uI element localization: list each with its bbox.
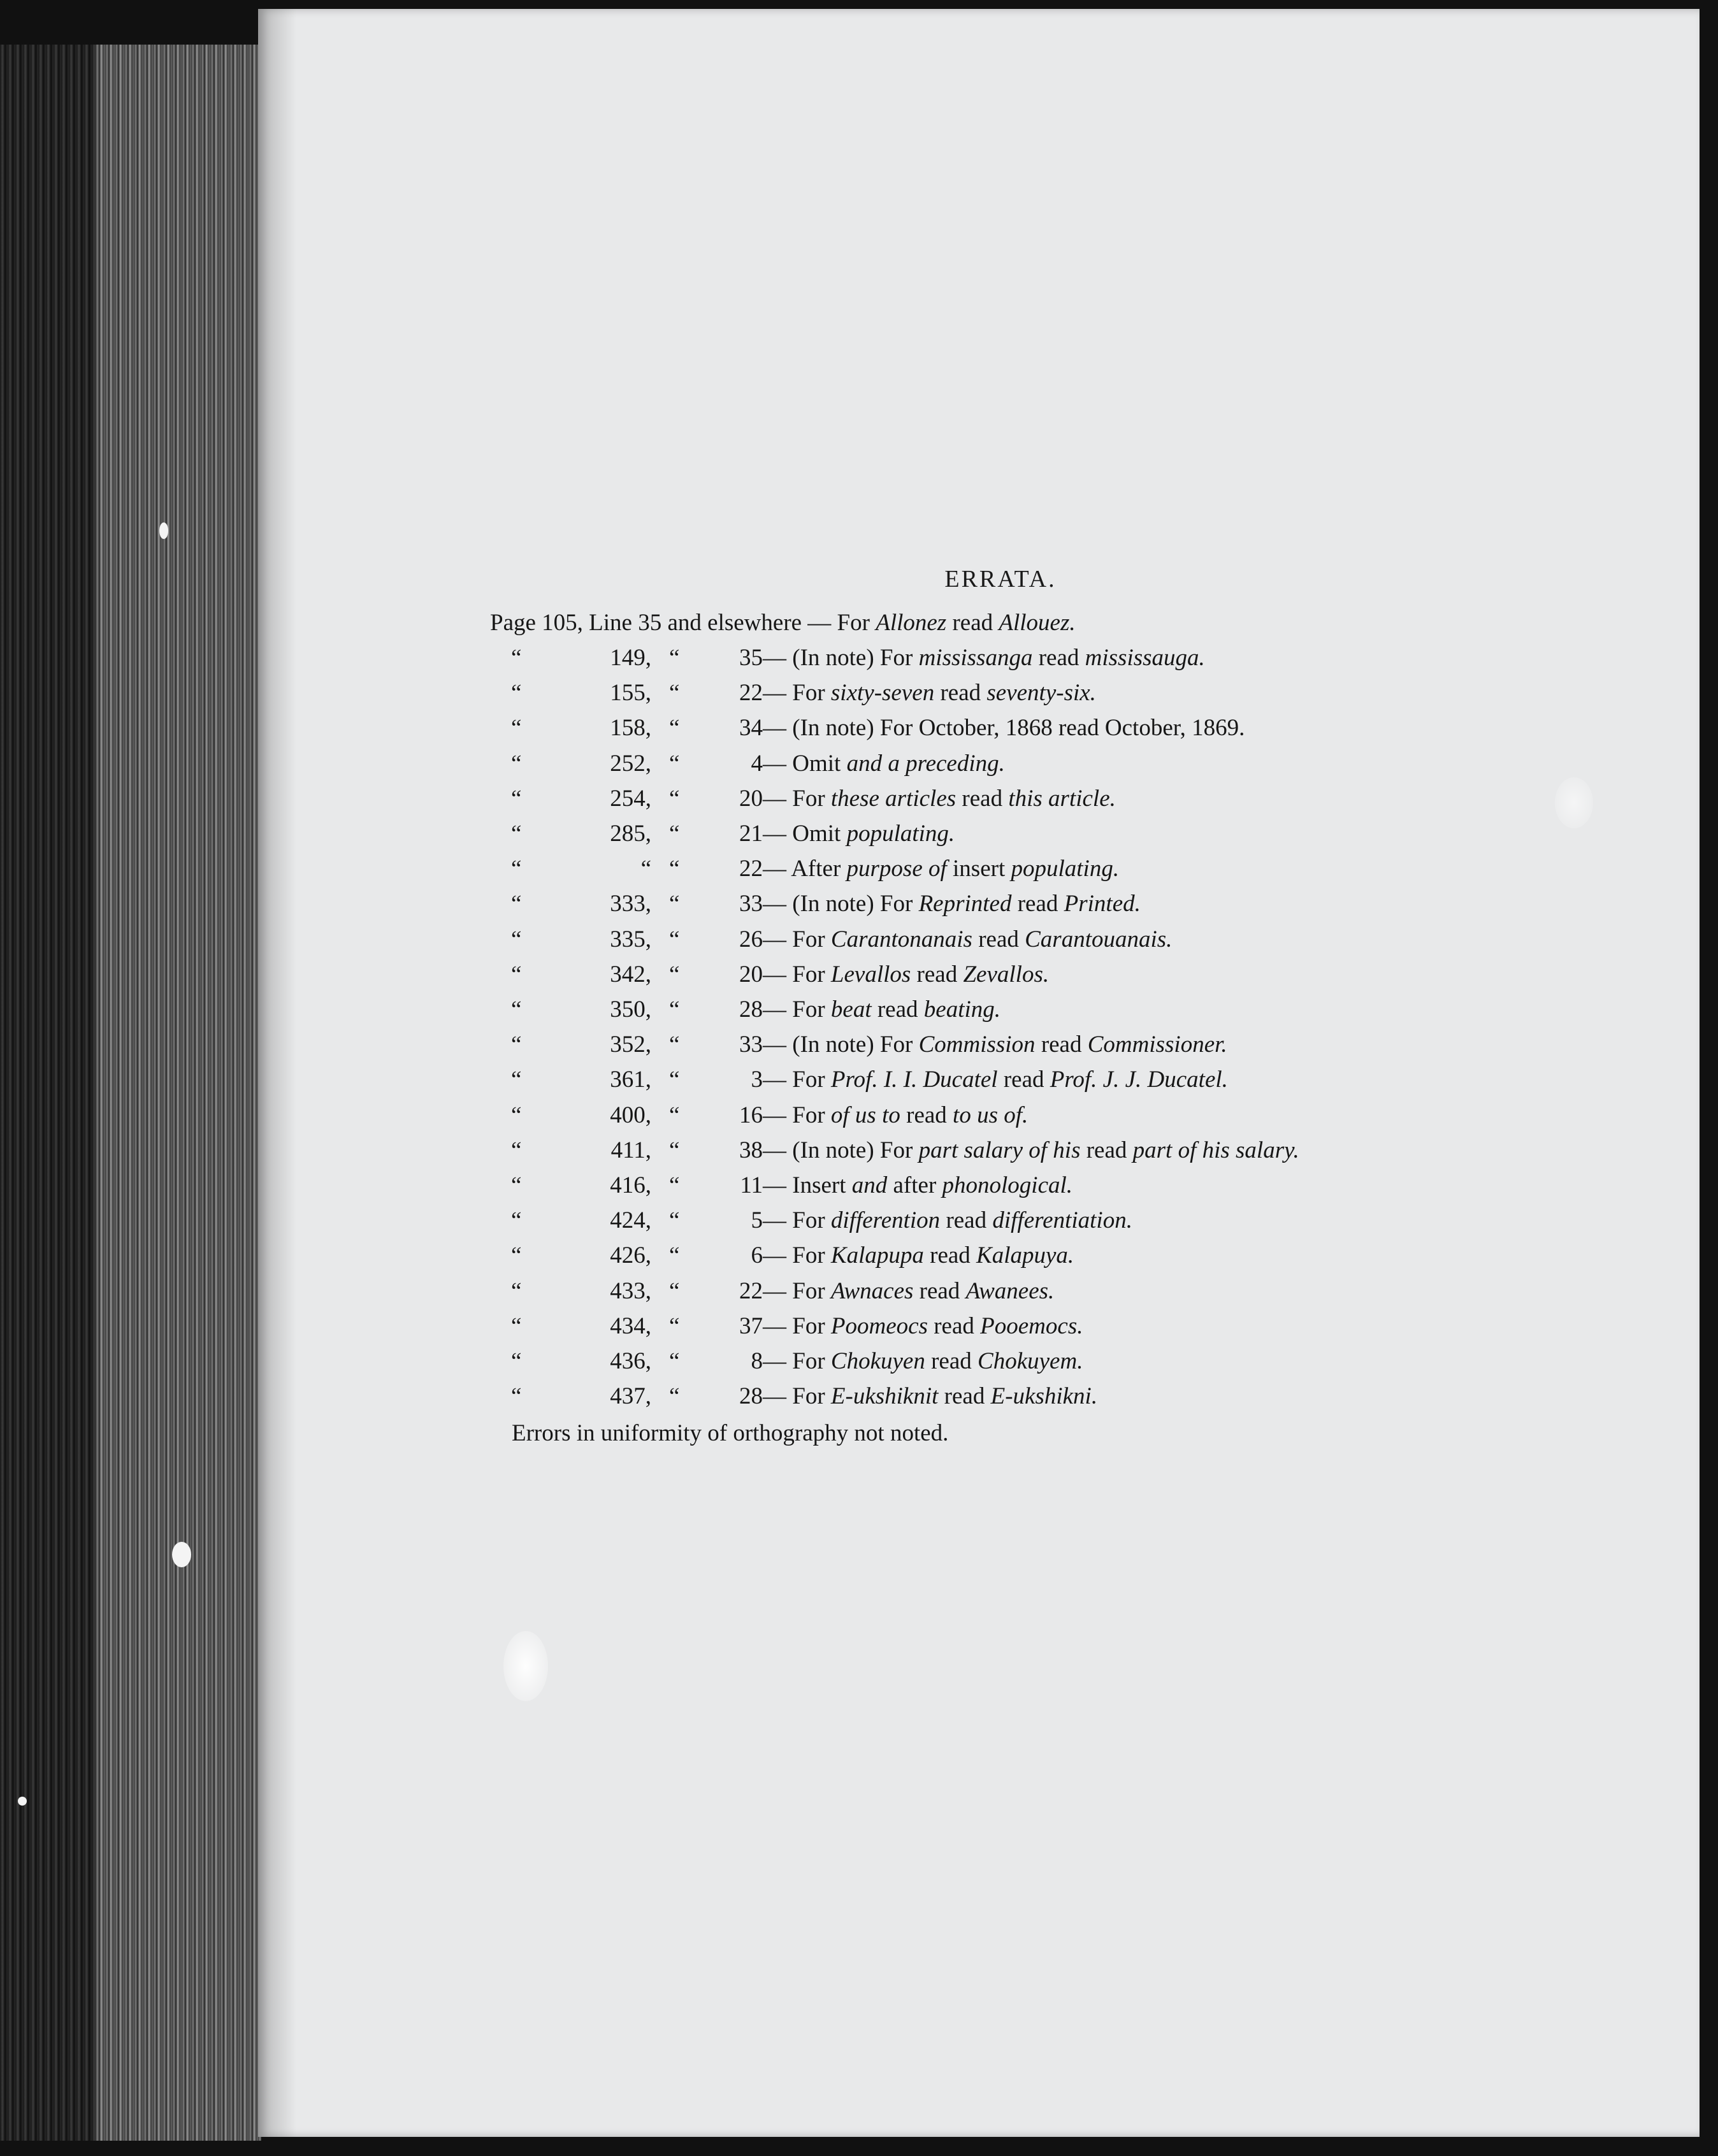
- entry-italic-text: Prof. J. J. Ducatel.: [1050, 1067, 1228, 1093]
- entry-italic-text: seventy-six.: [986, 680, 1096, 706]
- entry-correction: [763, 712, 1245, 745]
- ditto-mark: “: [511, 751, 522, 777]
- entry-roman-text: — (In note) For: [763, 645, 919, 671]
- entry-page-number: 333,: [610, 891, 651, 917]
- entry-line-number: 35: [739, 645, 763, 671]
- ditto-mark: “: [669, 1137, 680, 1163]
- entry-roman-text: — For: [763, 680, 831, 706]
- entry-page-number: 411,: [610, 1137, 651, 1163]
- entry-correction: [763, 677, 1096, 710]
- ditto-mark: “: [511, 821, 522, 847]
- ditto-mark: “: [669, 1031, 680, 1058]
- entry-line-number: 20: [739, 786, 763, 812]
- entry-roman-text: read: [934, 680, 987, 706]
- entry-line-number: 5: [751, 1207, 763, 1233]
- entry-line-number: 26: [739, 926, 763, 952]
- entry-italic-text: purpose of: [846, 856, 947, 882]
- entry-roman-text: — For: [763, 1383, 831, 1409]
- ditto-mark: “: [669, 821, 680, 847]
- errata-entry: [511, 1345, 1403, 1378]
- entry-line-number: 22: [739, 856, 763, 882]
- entry-page-number: 433,: [610, 1278, 651, 1304]
- entry-roman-text: — Insert: [763, 1172, 852, 1198]
- entry-italic-text: Pooemocs.: [980, 1313, 1083, 1339]
- ditto-mark: “: [511, 680, 522, 706]
- entry-roman-text: — For: [763, 1313, 831, 1339]
- entry-italic-text: mississanga: [918, 645, 1033, 671]
- entry-roman-text: read: [1080, 1137, 1133, 1163]
- errata-first-entry: [490, 607, 1076, 640]
- entry-roman-text: read: [913, 1278, 966, 1304]
- entry-italic-text: sixty-seven: [830, 680, 935, 706]
- entry-correction: [763, 993, 1000, 1026]
- ditto-mark: “: [511, 1242, 522, 1268]
- ditto-mark: “: [511, 1137, 522, 1163]
- entry-roman-text: — For: [763, 1242, 831, 1268]
- scan-glare: [503, 1631, 548, 1701]
- scan-speck: [18, 1797, 27, 1806]
- entry-roman-text: — For: [763, 1102, 831, 1128]
- entry-correction: [763, 923, 1172, 956]
- scan-glare: [1555, 777, 1593, 828]
- errata-entry: [511, 747, 1403, 780]
- entry-italic-text: Printed.: [1064, 891, 1141, 917]
- ditto-mark: “: [511, 996, 522, 1023]
- errata-entry: [511, 712, 1403, 745]
- entry-page-number: 416,: [610, 1172, 651, 1198]
- entry-correction: [763, 1134, 1299, 1167]
- errata-entry: [511, 1204, 1403, 1237]
- ditto-mark: “: [511, 1102, 522, 1128]
- entry-line-number: 22: [739, 680, 763, 706]
- entry-italic-text: Prof. I. I. Ducatel: [830, 1067, 998, 1093]
- ditto-mark: “: [511, 891, 522, 917]
- ditto-mark: “: [511, 1031, 522, 1058]
- entry-roman-text: — For: [763, 926, 831, 952]
- errata-entry: [511, 888, 1403, 921]
- ditto-mark: “: [511, 1067, 522, 1093]
- entry-correction: [763, 747, 1005, 780]
- entry-italic-text: Kalapuya.: [976, 1242, 1074, 1268]
- entry-roman-text: read: [900, 1102, 953, 1128]
- first-entry-mid: read: [946, 610, 999, 636]
- entry-line-number: 28: [739, 996, 763, 1023]
- ditto-mark: “: [511, 786, 522, 812]
- scan-speck: [172, 1542, 191, 1567]
- entry-roman-text: — Omit: [763, 821, 847, 847]
- entry-line-number: 38: [739, 1137, 763, 1163]
- entry-roman-text: — (In note) For: [763, 1137, 919, 1163]
- entry-italic-text: Zevallos.: [963, 961, 1050, 988]
- entry-correction: [763, 782, 1116, 816]
- entry-correction: [763, 958, 1049, 991]
- entry-italic-text: Commission: [918, 1031, 1036, 1058]
- errata-entry: [511, 1028, 1403, 1061]
- entry-correction: [763, 1310, 1083, 1343]
- first-entry-right: Allouez.: [999, 610, 1076, 636]
- errata-entry: [511, 782, 1403, 816]
- errata-entry: [511, 852, 1403, 886]
- scan-speck: [159, 522, 168, 539]
- errata-entry: [511, 993, 1403, 1026]
- entry-roman-text: — For: [763, 1207, 831, 1233]
- entry-italic-text: mississauga.: [1085, 645, 1205, 671]
- ditto-mark: “: [669, 1067, 680, 1093]
- entry-italic-text: of us to: [830, 1102, 900, 1128]
- entry-italic-text: beat: [830, 996, 872, 1023]
- ditto-mark: “: [669, 1207, 680, 1233]
- errata-title: ERRATA.: [944, 566, 1057, 593]
- entry-page-number: 434,: [610, 1313, 651, 1339]
- entry-italic-text: beating.: [923, 996, 1001, 1023]
- entry-italic-text: Commissioner.: [1087, 1031, 1227, 1058]
- entry-italic-text: Chokuyem.: [978, 1348, 1083, 1374]
- entry-page-number: 252,: [610, 751, 651, 777]
- ditto-mark: “: [669, 715, 680, 741]
- entry-page-number: 400,: [610, 1102, 651, 1128]
- entry-italic-text: Reprinted: [918, 891, 1012, 917]
- entry-correction: [763, 817, 955, 851]
- entry-italic-text: this article.: [1008, 786, 1116, 812]
- first-entry-prefix: Page 105, Line 35 and elsewhere — For: [490, 610, 876, 636]
- entry-line-number: 3: [751, 1067, 763, 1093]
- entry-line-number: 11: [740, 1172, 763, 1198]
- entry-roman-text: read: [940, 1207, 993, 1233]
- entry-correction: [763, 642, 1205, 675]
- page-gutter-shadow: [258, 9, 296, 2137]
- entry-roman-text: read: [956, 786, 1009, 812]
- entry-correction: [763, 888, 1141, 921]
- entry-italic-text: differentiation.: [992, 1207, 1132, 1233]
- entry-line-number: 28: [739, 1383, 763, 1409]
- entry-page-number: 342,: [610, 961, 651, 988]
- entry-roman-text: — For: [763, 961, 831, 988]
- entry-roman-text: read: [927, 1313, 981, 1339]
- entry-roman-text: read: [1035, 1031, 1088, 1058]
- entry-correction: [763, 1239, 1074, 1272]
- entry-italic-text: E-ukshikni.: [990, 1383, 1098, 1409]
- ditto-mark: “: [511, 645, 522, 671]
- entry-roman-text: read: [1011, 891, 1064, 917]
- entry-italic-text: E-ukshiknit: [830, 1383, 939, 1409]
- entry-line-number: 34: [739, 715, 763, 741]
- entry-line-number: 22: [739, 1278, 763, 1304]
- ditto-mark: “: [511, 856, 522, 882]
- entry-correction: [763, 1063, 1228, 1096]
- errata-entry: [511, 958, 1403, 991]
- ditto-mark: “: [511, 1278, 522, 1304]
- entry-line-number: 33: [739, 891, 763, 917]
- ditto-mark: “: [669, 996, 680, 1023]
- entry-correction: [763, 1275, 1054, 1308]
- entry-line-number: 20: [739, 961, 763, 988]
- entry-line-number: 37: [739, 1313, 763, 1339]
- ditto-mark: “: [511, 961, 522, 988]
- entry-italic-text: populating.: [846, 821, 955, 847]
- entry-correction: [763, 852, 1119, 886]
- entry-roman-text: — For: [763, 1067, 831, 1093]
- entry-roman-text: read: [938, 1383, 991, 1409]
- entry-roman-text: insert: [946, 856, 1011, 882]
- errata-entry: [511, 642, 1403, 675]
- errata-entry: [511, 1099, 1403, 1132]
- entry-line-number: 21: [739, 821, 763, 847]
- entry-roman-text: read: [972, 926, 1025, 952]
- errata-entry: [511, 1239, 1403, 1272]
- ditto-mark: “: [669, 1348, 680, 1374]
- entry-italic-text: populating.: [1011, 856, 1120, 882]
- entry-correction: [763, 1099, 1028, 1132]
- entry-roman-text: — (In note) For: [763, 1031, 919, 1058]
- entry-italic-text: Levallos: [830, 961, 911, 988]
- ditto-mark: “: [669, 751, 680, 777]
- errata-entry: [511, 1310, 1403, 1343]
- entry-correction: [763, 1380, 1097, 1413]
- entry-roman-text: — (In note) For: [763, 891, 919, 917]
- ditto-mark: “: [669, 680, 680, 706]
- entry-italic-text: Chokuyen: [830, 1348, 925, 1374]
- first-entry-wrong: Allonez: [876, 610, 947, 636]
- entry-page-number: 335,: [610, 926, 651, 952]
- entry-roman-text: read: [925, 1348, 978, 1374]
- ditto-mark: “: [669, 1313, 680, 1339]
- ditto-mark: “: [511, 1207, 522, 1233]
- ditto-mark: “: [511, 926, 522, 952]
- ditto-mark: “: [511, 1172, 522, 1198]
- entry-italic-text: Awnaces: [830, 1278, 914, 1304]
- entry-correction: [763, 1169, 1072, 1202]
- ditto-mark: “: [511, 1383, 522, 1409]
- ditto-mark: “: [669, 961, 680, 988]
- entry-italic-text: and a preceding.: [846, 751, 1005, 777]
- entry-italic-text: to us of.: [953, 1102, 1029, 1128]
- errata-entry: [511, 923, 1403, 956]
- entry-roman-text: read: [997, 1067, 1050, 1093]
- entry-page-number: 424,: [610, 1207, 651, 1233]
- book-spine-shadow: [0, 45, 96, 2141]
- ditto-mark: “: [669, 926, 680, 952]
- entry-page-number: 285,: [610, 821, 651, 847]
- entry-roman-text: — For: [763, 996, 831, 1023]
- entry-roman-text: after: [887, 1172, 942, 1198]
- errata-entry: [511, 1169, 1403, 1202]
- entry-page-number: 437,: [610, 1383, 651, 1409]
- errata-entry: [511, 1380, 1403, 1413]
- entry-roman-text: — For: [763, 786, 831, 812]
- ditto-mark: “: [669, 856, 680, 882]
- ditto-mark: “: [669, 1278, 680, 1304]
- entry-italic-text: phonological.: [942, 1172, 1073, 1198]
- entry-roman-text: — (In note) For October, 1868 read October, 1869.: [763, 715, 1245, 741]
- entry-italic-text: differention: [830, 1207, 941, 1233]
- entry-italic-text: Poomeocs: [830, 1313, 928, 1339]
- entry-italic-text: Carantonanais: [830, 926, 972, 952]
- entry-line-number: 6: [751, 1242, 763, 1268]
- entry-roman-text: read: [923, 1242, 977, 1268]
- ditto-mark: “: [669, 1242, 680, 1268]
- entry-italic-text: Awanees.: [965, 1278, 1055, 1304]
- errata-footer-note: Errors in uniformity of orthography not noted.: [512, 1420, 949, 1446]
- entry-roman-text: — After: [763, 856, 847, 882]
- entry-roman-text: — Omit: [763, 751, 847, 777]
- entry-page-number: 155,: [610, 680, 651, 706]
- ditto-mark: “: [511, 1313, 522, 1339]
- entry-page-number: 436,: [610, 1348, 651, 1374]
- entry-page-number: 350,: [610, 996, 651, 1023]
- entry-italic-text: these articles: [830, 786, 956, 812]
- ditto-mark: “: [511, 1348, 522, 1374]
- entry-italic-text: Carantouanais.: [1025, 926, 1173, 952]
- ditto-mark: “: [669, 1383, 680, 1409]
- errata-entry: [511, 677, 1403, 710]
- entry-line-number: 4: [751, 751, 763, 777]
- entry-line-number: 16: [739, 1102, 763, 1128]
- entry-italic-text: Kalapupa: [830, 1242, 924, 1268]
- ditto-mark: “: [669, 891, 680, 917]
- entry-page-number: 149,: [610, 645, 651, 671]
- errata-entry: [511, 1063, 1403, 1096]
- errata-entry: [511, 1134, 1403, 1167]
- entry-page-number: 361,: [610, 1067, 651, 1093]
- ditto-mark: “: [669, 1172, 680, 1198]
- entry-italic-text: part of his salary.: [1132, 1137, 1299, 1163]
- entry-italic-text: and: [851, 1172, 888, 1198]
- entry-page-number: 158,: [610, 715, 651, 741]
- entry-roman-text: read: [871, 996, 924, 1023]
- entry-correction: [763, 1028, 1227, 1061]
- entry-page-number: 352,: [610, 1031, 651, 1058]
- entry-correction: [763, 1345, 1083, 1378]
- errata-entry: [511, 817, 1403, 851]
- entry-page-number: “: [640, 856, 651, 882]
- entry-roman-text: read: [1032, 645, 1085, 671]
- entry-roman-text: — For: [763, 1348, 831, 1374]
- entry-italic-text: part salary of his: [918, 1137, 1081, 1163]
- entry-roman-text: — For: [763, 1278, 831, 1304]
- ditto-mark: “: [669, 1102, 680, 1128]
- errata-entry: [511, 1275, 1403, 1308]
- entry-page-number: 426,: [610, 1242, 651, 1268]
- entry-line-number: 8: [751, 1348, 763, 1374]
- entry-correction: [763, 1204, 1132, 1237]
- ditto-mark: “: [511, 715, 522, 741]
- entry-roman-text: read: [911, 961, 964, 988]
- entry-line-number: 33: [739, 1031, 763, 1058]
- ditto-mark: “: [669, 786, 680, 812]
- ditto-mark: “: [669, 645, 680, 671]
- entry-page-number: 254,: [610, 786, 651, 812]
